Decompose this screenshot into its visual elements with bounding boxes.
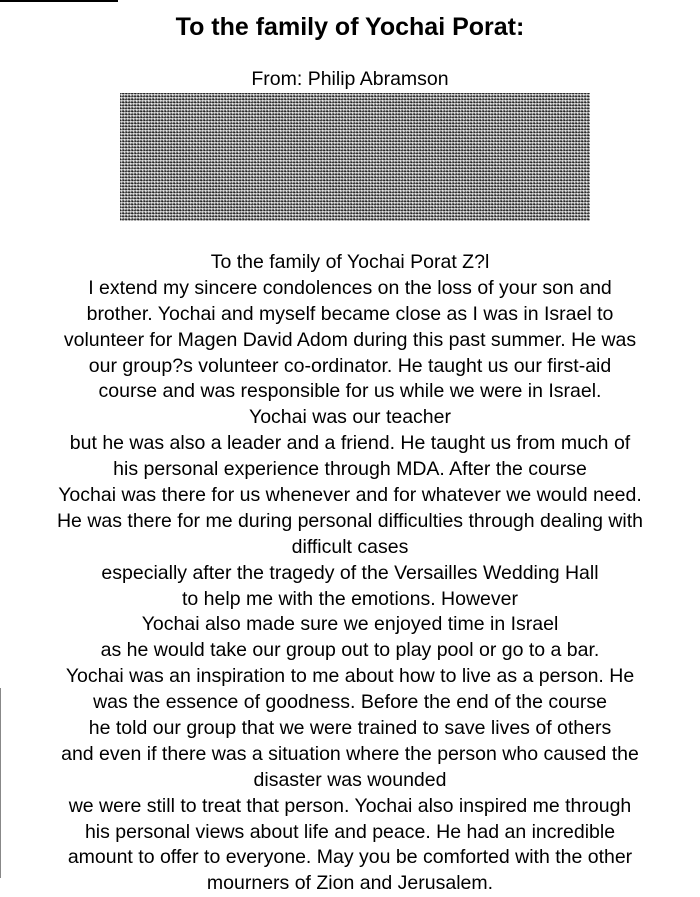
letter-body	[0, 250, 700, 897]
body-line: amount to offer to everyone. May you be comforted with the other	[67, 846, 633, 869]
letter-title: To the family of Yochai Porat:	[175, 13, 525, 41]
body-line: Yochai was our teacher	[249, 406, 451, 429]
body-line: we were still to treat that person. Yochai also inspired me through	[68, 794, 632, 817]
body-line: and even if there was a situation where the person who caused the	[61, 742, 639, 765]
body-line: Yochai was an inspiration to me about how to live as a person. He	[65, 665, 635, 688]
body-line: disaster was wounded	[253, 768, 447, 791]
body-line: especially after the tragedy of the Versailles Wedding Hall	[101, 561, 599, 584]
body-line: but he was also a leader and a friend. He taught us from much of	[69, 432, 631, 455]
body-line: Yochai also made sure we enjoyed time in Israel	[141, 613, 559, 636]
body-line: was the essence of goodness. Before the end of the course	[93, 691, 607, 714]
body-line: He was there for me during personal difficulties through dealing with	[56, 509, 644, 532]
body-line: course and was responsible for us while we were in Israel.	[98, 380, 602, 403]
body-line: brother. Yochai and myself became close as I was in Israel to	[86, 302, 614, 325]
body-line: our group?s volunteer co-ordinator. He taught us our first-aid	[88, 354, 612, 377]
sender-line: From: Philip Abramson	[251, 68, 449, 90]
scan-edge-mark	[0, 0, 118, 2]
redacted-contact-block	[120, 93, 590, 221]
body-line: volunteer for Magen David Adom during this past summer. He was	[63, 328, 637, 351]
body-line: his personal views about life and peace. He had an incredible	[84, 820, 616, 843]
body-line: I extend my sincere condolences on the loss of your son and	[88, 276, 612, 299]
body-line: he told our group that we were trained to save lives of others	[88, 717, 612, 740]
body-line: his personal experience through MDA. After the course	[113, 458, 587, 481]
body-line: To the family of Yochai Porat Z?l	[210, 251, 490, 273]
body-line: mourners of Zion and Jerusalem.	[206, 872, 494, 895]
body-line: difficult cases	[291, 535, 409, 558]
body-line: to help me with the emotions. However	[182, 587, 518, 610]
body-line: as he would take our group out to play pool or go to a bar.	[100, 639, 600, 662]
body-line: Yochai was there for us whenever and for whatever we would need.	[58, 484, 642, 507]
